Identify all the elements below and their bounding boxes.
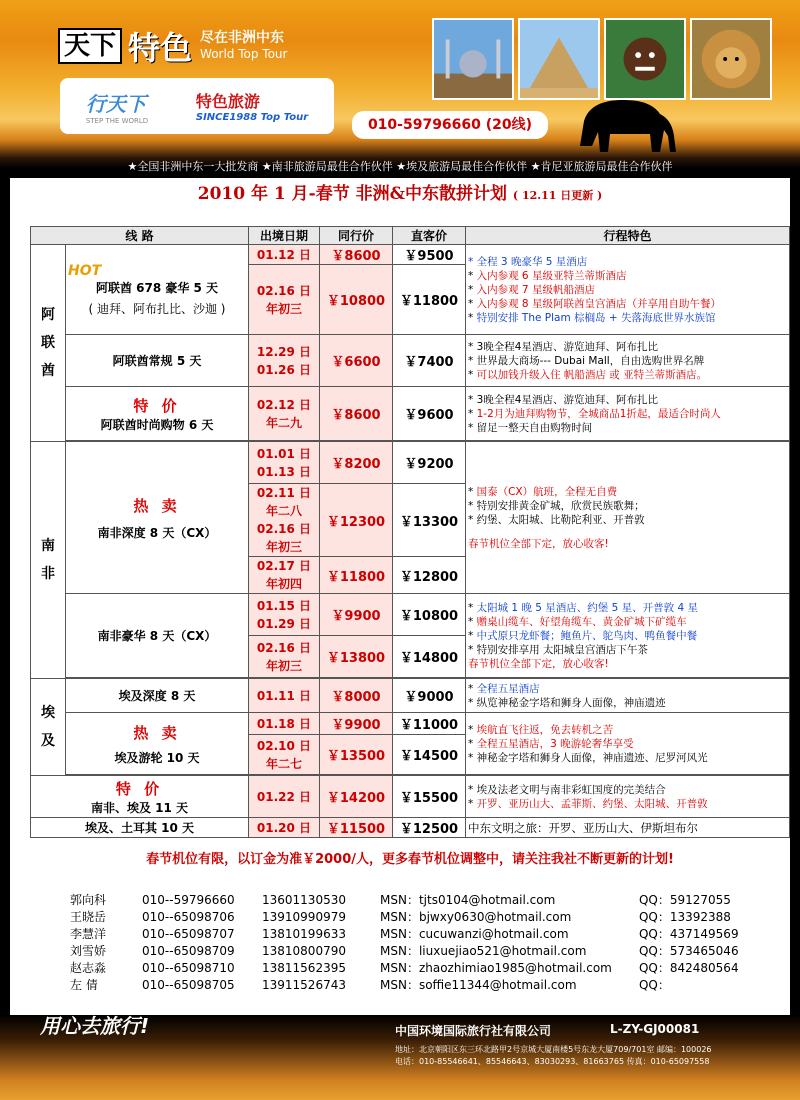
- route-eg-tr: 埃及、土耳其 10 天: [31, 818, 249, 838]
- date-text: 01.29 日: [256, 616, 312, 631]
- schedule-table: [30, 226, 790, 838]
- feature-line: * 特别安排黄金矿城，欣赏民族歌舞；: [468, 499, 645, 512]
- contact-msn: tjts0104@hotmail.com: [418, 893, 556, 907]
- peer-price-sa1-2: ￥12300: [320, 484, 393, 557]
- card-right-text: 特色旅游: [195, 92, 260, 111]
- feature-line: * 3晚全程4星酒店、游览迪拜、阿布扎比: [468, 340, 658, 353]
- feature-text: 留足一整天自由购物时间: [476, 421, 593, 434]
- qq-label: QQ：: [638, 961, 670, 975]
- logo-tagline-cn: 尽在非洲中东: [200, 30, 285, 46]
- contact-name: 刘雪娇: [70, 944, 107, 958]
- feature-text: 全程五星酒店，3 晚游轮奢华享受: [476, 737, 634, 750]
- feature-line: * 全程五星酒店: [468, 682, 540, 695]
- retail-price-sa1-3: ￥12800: [393, 557, 466, 594]
- contact-name: 郭向科: [70, 893, 107, 907]
- card-right-sub: SINCE1988 Top Tour: [195, 112, 309, 123]
- col-features: 行程特色: [466, 227, 790, 245]
- route-uae-regular: 阿联酋常规 5 天: [66, 335, 249, 387]
- feature-line: * 世界最大商场--- Dubai Mall，自由选购世界名牌: [468, 354, 705, 367]
- company-address: [395, 1044, 712, 1068]
- card-left-text: 行天下: [85, 91, 146, 116]
- feature-line: * 全程 3 晚豪华 5 星酒店: [468, 255, 588, 268]
- contact-tel: 010--65098709: [142, 944, 235, 958]
- features-uae-luxury: [466, 245, 790, 335]
- brand-card: [60, 78, 334, 134]
- feature-text: 太阳城 1 晚 5 星酒店、约堡 5 星、开普敦 4 星: [476, 601, 699, 614]
- date-mix2: 01.20 日: [249, 818, 320, 838]
- contact-mobile: 13811562395: [262, 961, 346, 975]
- route-sa-deep: [66, 442, 249, 594]
- feature-text: 特别安排享用 太阳城皇宫酒店下午茶: [476, 643, 648, 656]
- feature-text: 可以加钱升级入住 帆船酒店 或 亚特兰蒂斯酒店。: [476, 368, 708, 381]
- date-eg2-1: 01.18 日: [249, 713, 320, 735]
- feature-line: * 3晚全程4星酒店、游览迪拜、阿布扎比: [468, 393, 658, 406]
- retail-price-mix2: ￥12500: [393, 818, 466, 838]
- hot-sale-label: 热 卖: [133, 496, 181, 515]
- col-retail-price: 直客价: [393, 227, 466, 245]
- feature-text: 入内参观 6 星级亚特兰蒂斯酒店: [476, 269, 627, 282]
- feature-text: 世界最大商场--- Dubai Mall，自由选购世界名牌: [476, 354, 705, 367]
- features-uae-shopping: [466, 387, 790, 441]
- date-uae2: [249, 335, 320, 387]
- retail-price-uae2: ￥7400: [393, 335, 466, 387]
- route-uae-shopping: [66, 387, 249, 441]
- contact-name: 左 倩: [70, 978, 98, 992]
- contact-tel: 010--65098710: [142, 961, 235, 975]
- msn-label: MSN：: [380, 927, 419, 941]
- msn-label: MSN：: [380, 944, 419, 958]
- peer-price-uae1-1: ￥8600: [320, 245, 393, 265]
- feature-line: * 入内参观 7 星级帆船酒店: [468, 283, 595, 296]
- col-peer-price: 同行价: [320, 227, 393, 245]
- qq-label: QQ：: [638, 944, 670, 958]
- schedule-title: [10, 178, 790, 210]
- feature-line: * 埃航直飞往返，免去转机之苦: [468, 723, 614, 736]
- retail-price-eg2-1: ￥11000: [393, 713, 466, 735]
- contact-row: [70, 909, 739, 926]
- feature-text: 特别安排 The Plam 棕榈岛 + 失落海底世界水族馆: [476, 311, 716, 324]
- route-sa-deep-title: 南非深度 8 天（CX）: [97, 525, 217, 540]
- date-text: 01.26 日: [256, 362, 312, 377]
- peer-price-uae3: ￥8600: [320, 387, 393, 441]
- date-sa1-1: [249, 442, 320, 484]
- date-note: 年初三: [265, 540, 302, 554]
- feature-text: 约堡、太阳城、比勒陀利亚、开普敦: [476, 513, 645, 526]
- date-mix1: 01.22 日: [249, 776, 320, 818]
- feature-line: * 留足一整天自由购物时间: [468, 421, 593, 434]
- hot-sale-label: 热 卖: [133, 723, 181, 742]
- feature-line: * 1-2月为迪拜购物节，全城商品1折起，最适合时尚人: [468, 407, 721, 420]
- feature-line: * 约堡、太阳城、比勒陀利亚、开普敦: [468, 513, 645, 526]
- feature-line: * 神秘金字塔和狮身人面像，神庙遗迹、尼罗河风光: [468, 751, 708, 764]
- region-uae: 阿 联 酋: [31, 245, 66, 442]
- retail-price-sa1-1: ￥9200: [393, 442, 466, 484]
- retail-price-sa1-2: ￥13300: [393, 484, 466, 557]
- feature-line: * 埃及法老文明与南非彩虹国度的完美结合: [468, 783, 666, 796]
- qq-label: QQ：: [638, 893, 670, 907]
- contact-qq: 573465046: [669, 944, 739, 958]
- date-text: 02.16 日: [256, 283, 312, 298]
- feature-line: * 赠桌山缆车、好望角缆车、黄金矿城下矿缆车: [468, 615, 687, 628]
- peer-price-mix1: ￥14200: [320, 776, 393, 818]
- peer-price-eg2-1: ￥9900: [320, 713, 393, 735]
- features-eg-tr: 中东文明之旅：开罗、亚历山大、伊斯坦布尔: [466, 818, 790, 838]
- date-text: 01.01 日: [256, 446, 312, 461]
- route-sa-eg-title: 南非、埃及 11 天: [90, 800, 189, 815]
- contact-name: 赵志淼: [70, 961, 107, 975]
- contact-tel: 010--59796660: [142, 893, 235, 907]
- mosque-photo: [432, 18, 514, 100]
- region-south-africa: 南 非: [31, 442, 66, 679]
- msn-label: MSN：: [380, 978, 419, 992]
- schedule-title-update: ( 12.11 日更新 ): [512, 189, 603, 202]
- contact-row: [70, 960, 739, 977]
- retail-price-uae3: ￥9600: [393, 387, 466, 441]
- special-label: 特 价: [115, 779, 164, 798]
- logo-tagline: [200, 30, 287, 62]
- feature-line: * 特别安排享用 太阳城皇宫酒店下午茶: [468, 643, 648, 656]
- date-note: 年二七: [265, 756, 302, 771]
- card-right-logo: [196, 89, 308, 123]
- special-label: 特 价: [133, 396, 181, 415]
- msn-label: MSN：: [380, 961, 419, 975]
- contact-row: [70, 977, 739, 994]
- brand-logo: [58, 28, 288, 67]
- feature-line: * 中式原只龙虾餐；鲍鱼片、鸵鸟肉、鸭鱼餐中餐: [468, 629, 698, 642]
- logo-box-text: 天下: [58, 28, 122, 64]
- date-uae1-2: [249, 265, 320, 335]
- qq-label: QQ：: [638, 927, 670, 941]
- contact-tel: 010--65098707: [142, 927, 235, 941]
- contact-qq: 437149569: [669, 927, 739, 941]
- address-line: 地址：北京朝阳区东三环北路甲2号京城大厦南楼5号东龙大厦709/701室 邮编：100026: [395, 1045, 712, 1054]
- footer-slogan: 用心去旅行!: [40, 1014, 150, 1038]
- peer-price-sa2-1: ￥9900: [320, 594, 393, 636]
- feature-text: 全程五星酒店: [476, 682, 540, 695]
- date-uae3: [249, 387, 320, 441]
- date-sa1-3: [249, 557, 320, 594]
- features-uae-regular: [466, 335, 790, 387]
- date-note: 年初三: [265, 658, 302, 673]
- elephant-silhouette: [560, 86, 690, 156]
- contact-msn: bjwxy0630@hotmail.com: [418, 910, 572, 924]
- retail-price-mix1: ￥15500: [393, 776, 466, 818]
- region-egypt: 埃 及: [31, 679, 66, 776]
- peer-price-sa1-3: ￥11800: [320, 557, 393, 594]
- msn-label: MSN：: [380, 910, 419, 924]
- feature-text: 入内参观 8 星级阿联酋皇宫酒店（并享用自助午餐）: [476, 297, 721, 310]
- contact-qq: 842480564: [669, 961, 739, 975]
- peer-price-sa2-2: ￥13800: [320, 636, 393, 678]
- route-sa-eg: [31, 776, 249, 818]
- date-note: 年初四: [265, 577, 302, 591]
- date-text: 01.15 日: [256, 598, 312, 613]
- feature-text: 入内参观 7 星级帆船酒店: [476, 283, 595, 296]
- booking-note: 春节机位有限，以订金为准￥2000/人，更多春节机位调整中，请关注我社不断更新的计划!: [146, 852, 674, 867]
- feature-text: 全程 3 晚豪华 5 星酒店: [476, 255, 588, 268]
- feature-text: 中式原只龙虾餐；鲍鱼片、鸵鸟肉、鸭鱼餐中餐: [476, 629, 698, 642]
- feature-text: 3晚全程4星酒店、游览迪拜、阿布扎比: [476, 340, 658, 353]
- date-note: 年初三: [265, 301, 302, 316]
- date-eg1: 01.11 日: [249, 679, 320, 713]
- contact-mobile: 13910990979: [262, 910, 346, 924]
- contact-tel: 010--65098706: [142, 910, 235, 924]
- feature-line: * 特别安排 The Plam 棕榈岛 + 失落海底世界水族馆: [468, 311, 716, 324]
- route-uae-luxury-sub: ( 迪拜、阿布扎比、沙迦 ): [88, 301, 226, 316]
- peer-price-uae1-2: ￥10800: [320, 265, 393, 335]
- retail-price-eg2-2: ￥14500: [393, 735, 466, 775]
- table-header-row: [31, 227, 790, 245]
- feature-text: 赠桌山缆车、好望角缆车、黄金矿城下矿缆车: [476, 615, 687, 628]
- date-text: 02.16 日: [256, 522, 312, 536]
- date-sa2-2: [249, 636, 320, 678]
- features-sa-deep: [466, 442, 790, 594]
- feature-line: 春节机位全部下定，放心收客!: [468, 537, 609, 550]
- date-note: 年二八: [265, 504, 302, 518]
- contact-msn: cucuwanzi@hotmail.com: [418, 927, 569, 941]
- contact-mobile: 13911526743: [262, 978, 346, 992]
- contact-tel: 010--65098705: [142, 978, 235, 992]
- route-sa-luxury: 南非豪华 8 天（CX）: [66, 594, 249, 678]
- contact-list: [70, 892, 739, 994]
- contact-name: 李慧洋: [70, 927, 107, 941]
- feature-text: 1-2月为迪拜购物节，全城商品1折起，最适合时尚人: [476, 407, 721, 420]
- peer-price-uae2: ￥6600: [320, 335, 393, 387]
- contact-row: [70, 892, 739, 909]
- date-text: 02.16 日: [256, 640, 312, 655]
- schedule-title-main: 2010 年 1 月-春节 非洲&中东散拼计划: [197, 184, 507, 204]
- date-sa2-1: [249, 594, 320, 636]
- lion-photo: [690, 18, 772, 100]
- feature-line: * 可以加钱升级入住 帆船酒店 或 亚特兰蒂斯酒店。: [468, 368, 708, 381]
- feature-line: * 全程五星酒店，3 晚游轮奢华享受: [468, 737, 634, 750]
- qq-label: QQ：: [638, 910, 670, 924]
- date-text: 01.13 日: [256, 464, 312, 479]
- msn-label: MSN：: [380, 893, 419, 907]
- date-text: 02.12 日: [256, 397, 312, 412]
- contact-mobile: 13601130530: [262, 893, 346, 907]
- feature-text: 国泰（CX）航班，全程无自费: [476, 485, 618, 498]
- feature-text: 特别安排黄金矿城，欣赏民族歌舞；: [476, 499, 645, 512]
- feature-text: 埃航直飞往返，免去转机之苦: [476, 723, 614, 736]
- route-eg-deep: 埃及深度 8 天: [66, 679, 249, 713]
- feature-line: * 入内参观 6 星级亚特兰蒂斯酒店: [468, 269, 627, 282]
- contact-msn: soffie11344@hotmail.com: [418, 978, 577, 992]
- feature-text: 开罗、亚历山大、孟菲斯、约堡、太阳城、开普敦: [476, 797, 708, 810]
- route-eg-cruise-title: 埃及游轮 10 天: [114, 750, 200, 765]
- retail-price-eg1: ￥9000: [393, 679, 466, 713]
- retail-price-uae1-1: ￥9500: [393, 245, 466, 265]
- retail-price-sa2-1: ￥10800: [393, 594, 466, 636]
- hotline-phone: 010-59796660 (20线): [352, 111, 548, 139]
- card-left-logo: [86, 88, 148, 125]
- peer-price-sa1-1: ￥8200: [320, 442, 393, 484]
- hot-stamp: HOT: [68, 262, 102, 279]
- phone-line: 电话：010-85546641、85546643、83030293、81663765 传真：010-65097558: [395, 1057, 710, 1066]
- peer-price-eg1: ￥8000: [320, 679, 393, 713]
- contact-msn: zhaozhimiao1985@hotmail.com: [418, 961, 612, 975]
- feature-line: * 国泰（CX）航班，全程无自费: [468, 485, 618, 498]
- contact-mobile: 13810199633: [262, 927, 346, 941]
- logo-tagline-en: World Top Tour: [200, 47, 288, 61]
- date-text: 02.10 日: [256, 738, 312, 753]
- route-eg-cruise: [66, 713, 249, 775]
- date-note: 年二九: [265, 415, 302, 430]
- contact-row: [70, 943, 739, 960]
- logo-big-text: 特色: [128, 29, 193, 67]
- feature-line: * 入内参观 8 星级阿联酋皇宫酒店（并享用自助午餐）: [468, 297, 721, 310]
- col-route: 线 路: [31, 227, 249, 245]
- date-text: 02.11 日: [256, 486, 312, 500]
- feature-line: * 开罗、亚历山大、孟菲斯、约堡、太阳城、开普敦: [468, 797, 708, 810]
- route-uae-luxury: [66, 245, 249, 335]
- col-date: 出境日期: [249, 227, 320, 245]
- contact-row: [70, 926, 739, 943]
- features-sa-eg: [466, 776, 790, 818]
- route-uae-shopping-title: 阿联酋时尚购物 6 天: [100, 417, 214, 432]
- features-sa-luxury: [466, 594, 790, 678]
- retail-price-sa2-2: ￥14800: [393, 636, 466, 678]
- feature-text: 埃及法老文明与南非彩虹国度的完美结合: [476, 783, 666, 796]
- date-sa1-2: [249, 484, 320, 557]
- partners-strip: ★全国非洲中东一大批发商 ★南非旅游局最佳合作伙伴 ★埃及旅游局最佳合作伙伴 ★肯尼亚旅游局最佳合作伙伴: [127, 160, 673, 173]
- peer-price-mix2: ￥11500: [320, 818, 393, 838]
- contact-name: 王晓岳: [70, 910, 107, 924]
- feature-text: 纵览神秘金字塔和狮身人面像，神庙遗迹: [476, 696, 666, 709]
- feature-line: * 太阳城 1 晚 5 星酒店、约堡 5 星、开普敦 4 星: [468, 601, 699, 614]
- license-number: L-ZY-GJ00081: [610, 1022, 700, 1036]
- date-eg2-2: [249, 735, 320, 775]
- feature-text: 神秘金字塔和狮身人面像，神庙遗迹、尼罗河风光: [476, 751, 708, 764]
- card-left-sub: STEP THE WORLD: [85, 116, 149, 125]
- feature-line: 春节机位全部下定，放心收客!: [468, 657, 609, 670]
- qq-label: QQ：: [638, 978, 670, 992]
- peer-price-eg2-2: ￥13500: [320, 735, 393, 775]
- contact-qq: 59127055: [669, 893, 731, 907]
- date-uae1-1: 01.12 日: [249, 245, 320, 265]
- contact-msn: liuxuejiao521@hotmail.com: [418, 944, 587, 958]
- feature-line: * 纵览神秘金字塔和狮身人面像，神庙遗迹: [468, 696, 666, 709]
- date-text: 02.17 日: [256, 559, 312, 573]
- contact-mobile: 13810800790: [262, 944, 346, 958]
- date-text: 12.29 日: [256, 344, 312, 359]
- retail-price-uae1-2: ￥11800: [393, 265, 466, 335]
- features-eg-deep: [466, 679, 790, 713]
- features-eg-cruise: [466, 713, 790, 775]
- company-name: 中国环境国际旅行社有限公司: [395, 1024, 552, 1038]
- contact-qq: 13392388: [669, 910, 731, 924]
- route-uae-luxury-title: 阿联酋 678 豪华 5 天: [95, 280, 219, 295]
- feature-text: 3晚全程4星酒店、游览迪拜、阿布扎比: [476, 393, 658, 406]
